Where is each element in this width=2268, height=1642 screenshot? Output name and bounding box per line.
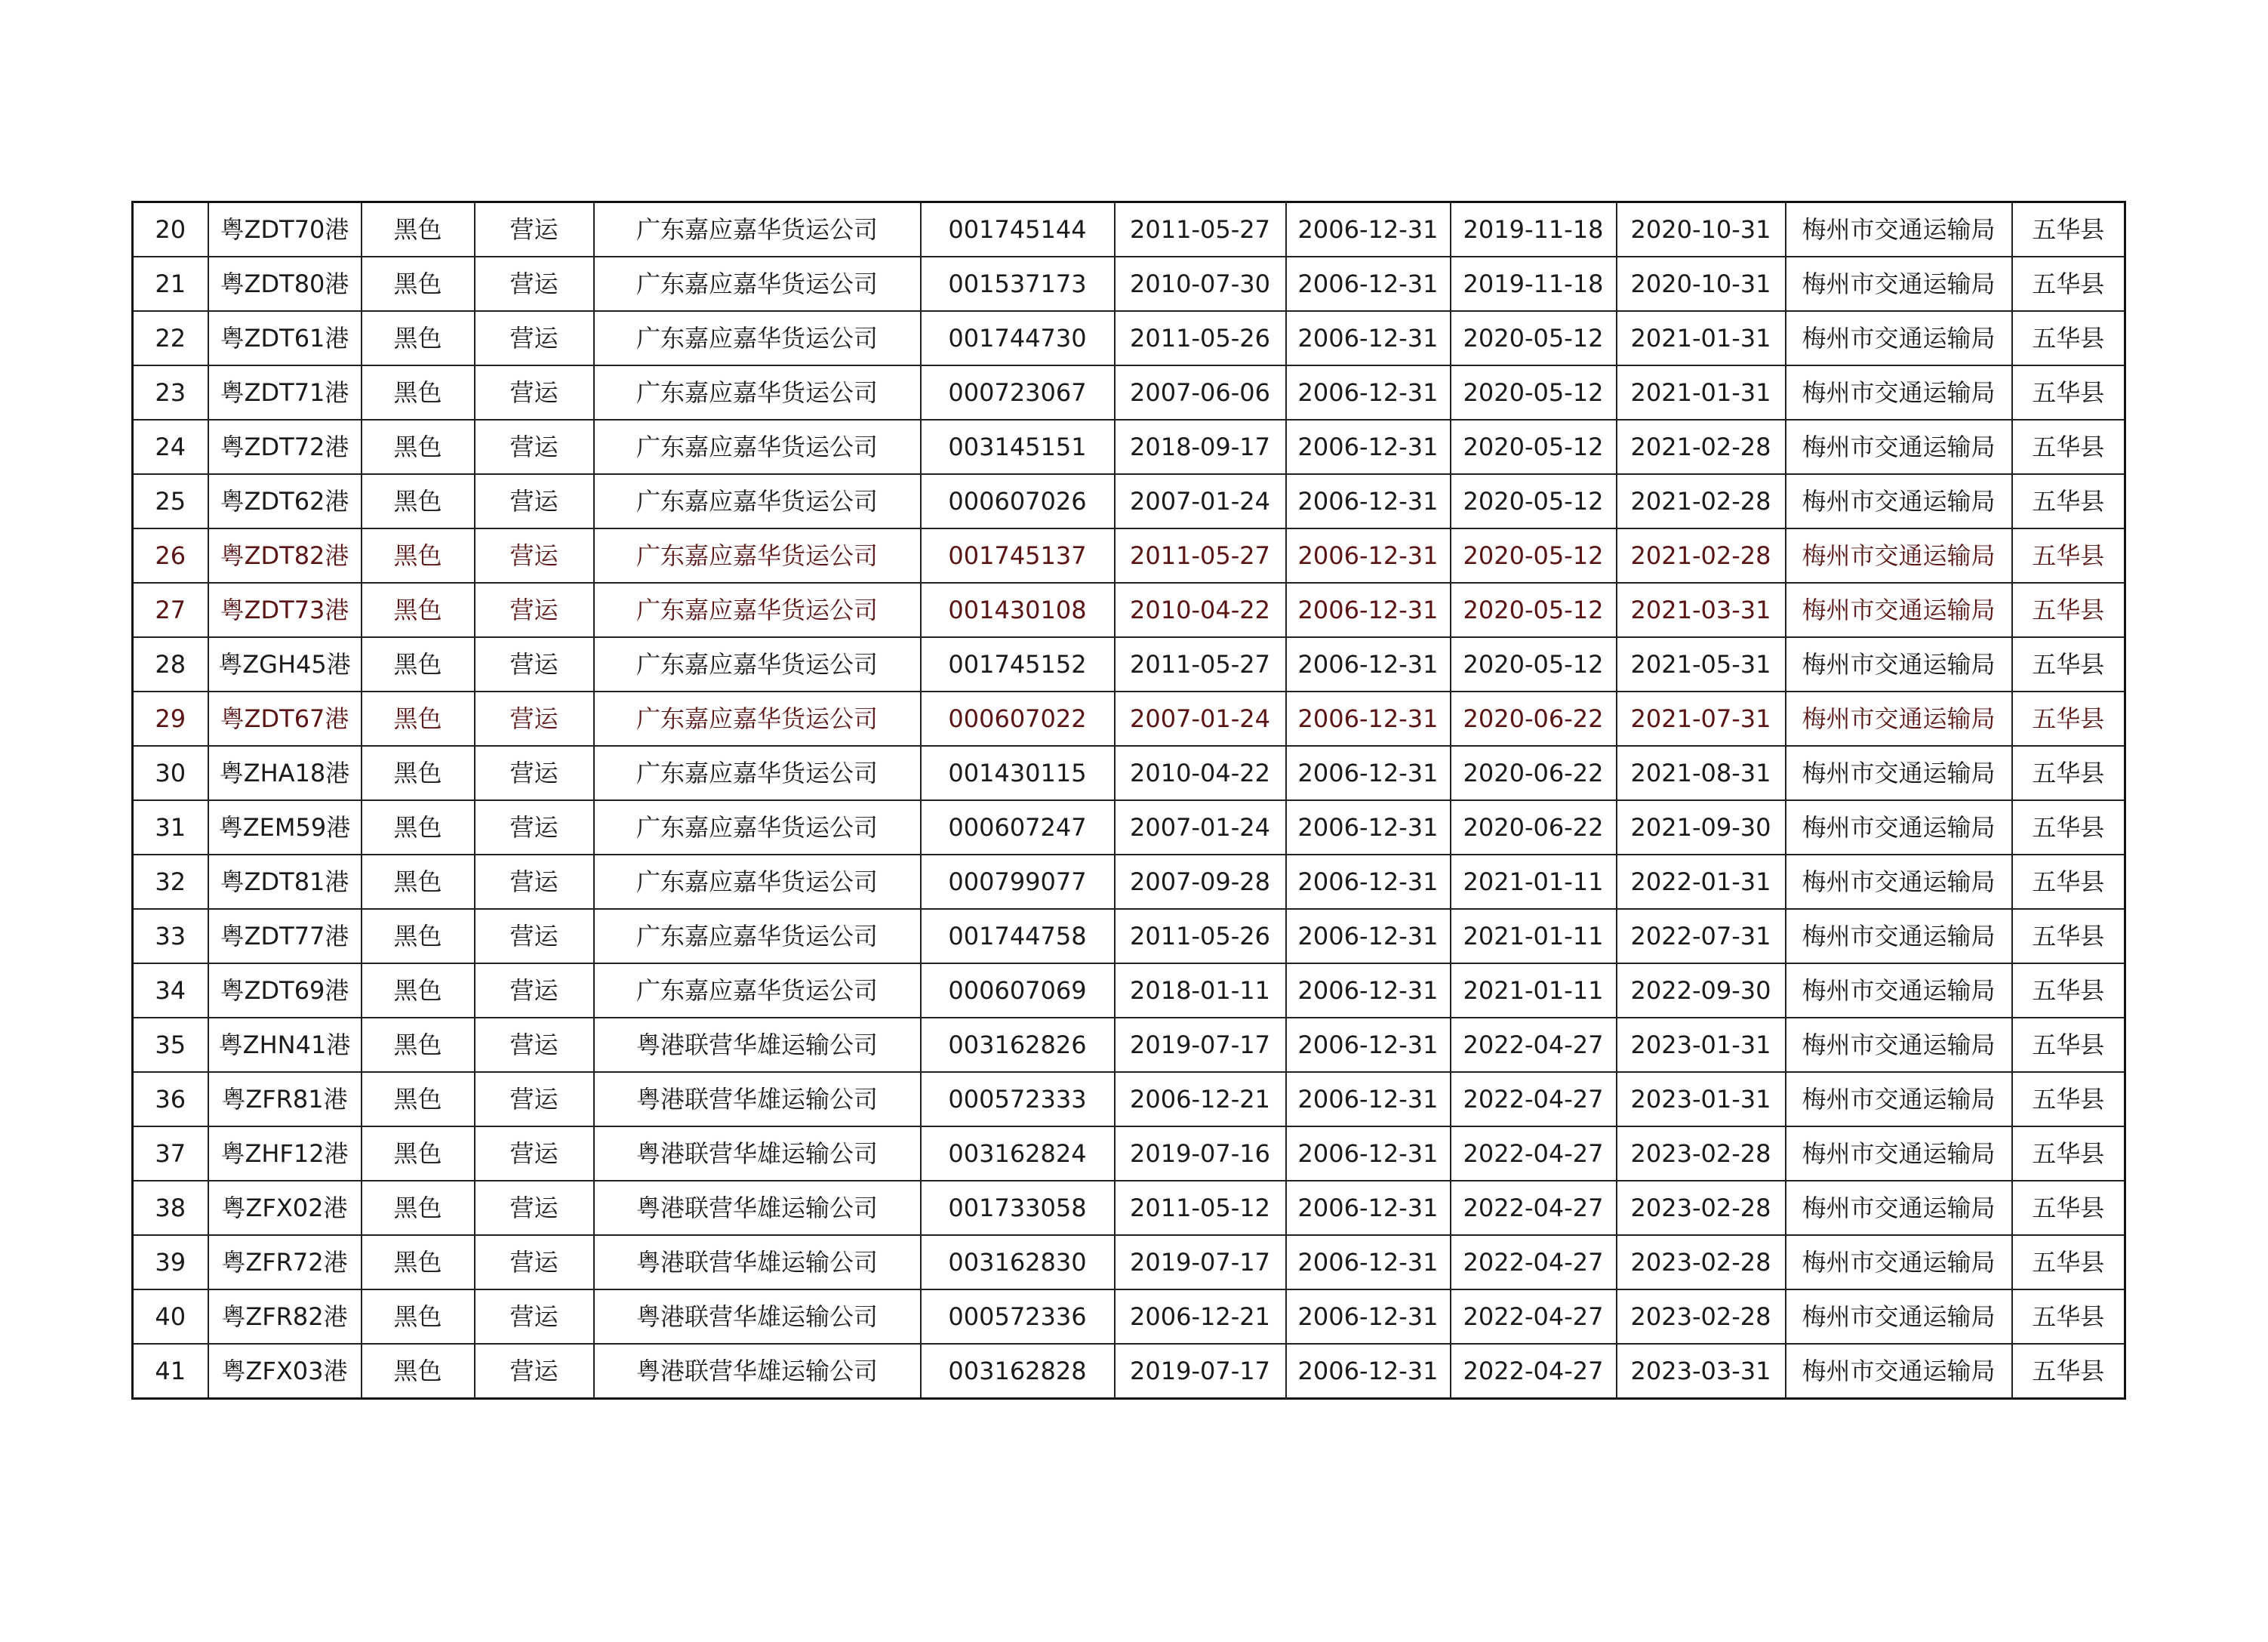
cell-issue-date: 2006-12-21 [1115,1289,1286,1344]
cell-plate-number: 粤ZFX03港 [208,1344,362,1399]
cell-valid-until: 2022-01-31 [1617,855,1786,909]
cell-certificate-number: 003145151 [921,420,1115,474]
cell-valid-until: 2023-02-28 [1617,1289,1786,1344]
cell-plate-color: 黑色 [362,365,475,420]
cell-certificate-number: 001537173 [921,257,1115,311]
cell-plate-color: 黑色 [362,1018,475,1072]
cell-issuing-authority: 梅州市交通运输局 [1786,637,2012,692]
cell-issuing-authority: 梅州市交通运输局 [1786,202,2012,257]
table-row [133,855,2125,909]
cell-issue-date: 2010-04-22 [1115,746,1286,800]
cell-plate-number: 粤ZFR82港 [208,1289,362,1344]
cell-registration-date: 2006-12-31 [1286,257,1451,311]
cell-row-number: 41 [133,1344,208,1399]
cell-county: 五华县 [2012,257,2125,311]
cell-plate-number: 粤ZFR81港 [208,1072,362,1126]
cell-row-number: 33 [133,909,208,963]
cell-valid-until: 2021-09-30 [1617,800,1786,855]
cell-issuing-authority: 梅州市交通运输局 [1786,474,2012,528]
cell-county: 五华县 [2012,365,2125,420]
cell-issue-date: 2011-05-27 [1115,528,1286,583]
cell-issue-date: 2010-07-30 [1115,257,1286,311]
cell-issuing-authority: 梅州市交通运输局 [1786,746,2012,800]
cell-county: 五华县 [2012,583,2125,637]
cell-plate-color: 黑色 [362,909,475,963]
cell-plate-color: 黑色 [362,202,475,257]
cell-issue-date: 2011-05-27 [1115,202,1286,257]
cell-valid-until: 2021-02-28 [1617,474,1786,528]
table-row [133,1018,2125,1072]
cell-company-name: 广东嘉应嘉华货运公司 [594,800,921,855]
cell-plate-number: 粤ZDT70港 [208,202,362,257]
cell-issue-date: 2019-07-17 [1115,1235,1286,1289]
table-row [133,420,2125,474]
cell-certificate-number: 000572333 [921,1072,1115,1126]
cell-company-name: 广东嘉应嘉华货运公司 [594,365,921,420]
cell-county: 五华县 [2012,474,2125,528]
cell-issuing-authority: 梅州市交通运输局 [1786,1289,2012,1344]
cell-county: 五华县 [2012,420,2125,474]
cell-issuing-authority: 梅州市交通运输局 [1786,1235,2012,1289]
cell-certificate-number: 001744730 [921,311,1115,365]
cell-usage-type: 营运 [475,1018,594,1072]
cell-valid-until: 2021-02-28 [1617,528,1786,583]
cell-company-name: 广东嘉应嘉华货运公司 [594,963,921,1018]
cell-inspection-date: 2020-05-12 [1451,528,1617,583]
cell-registration-date: 2006-12-31 [1286,474,1451,528]
cell-county: 五华县 [2012,800,2125,855]
cell-company-name: 广东嘉应嘉华货运公司 [594,311,921,365]
cell-registration-date: 2006-12-31 [1286,746,1451,800]
cell-row-number: 21 [133,257,208,311]
table-row [133,963,2125,1018]
cell-issuing-authority: 梅州市交通运输局 [1786,1126,2012,1181]
cell-certificate-number: 001745144 [921,202,1115,257]
cell-issuing-authority: 梅州市交通运输局 [1786,1018,2012,1072]
cell-inspection-date: 2020-05-12 [1451,583,1617,637]
cell-plate-color: 黑色 [362,1235,475,1289]
cell-county: 五华县 [2012,1126,2125,1181]
cell-issue-date: 2011-05-26 [1115,311,1286,365]
cell-row-number: 32 [133,855,208,909]
cell-company-name: 粤港联营华雄运输公司 [594,1344,921,1399]
cell-plate-number: 粤ZDT81港 [208,855,362,909]
cell-registration-date: 2006-12-31 [1286,637,1451,692]
cell-plate-color: 黑色 [362,746,475,800]
table-row [133,257,2125,311]
cell-usage-type: 营运 [475,474,594,528]
table-row [133,637,2125,692]
cell-certificate-number: 001745152 [921,637,1115,692]
cell-company-name: 粤港联营华雄运输公司 [594,1072,921,1126]
cell-plate-color: 黑色 [362,257,475,311]
cell-plate-color: 黑色 [362,692,475,746]
cell-county: 五华县 [2012,202,2125,257]
cell-issue-date: 2018-01-11 [1115,963,1286,1018]
cell-plate-number: 粤ZDT61港 [208,311,362,365]
cell-plate-color: 黑色 [362,311,475,365]
table-row [133,800,2125,855]
cell-certificate-number: 001430108 [921,583,1115,637]
cell-valid-until: 2020-10-31 [1617,257,1786,311]
cell-registration-date: 2006-12-31 [1286,420,1451,474]
cell-county: 五华县 [2012,963,2125,1018]
cell-issue-date: 2007-01-24 [1115,692,1286,746]
cell-valid-until: 2022-07-31 [1617,909,1786,963]
cell-certificate-number: 001430115 [921,746,1115,800]
cell-issuing-authority: 梅州市交通运输局 [1786,1072,2012,1126]
cell-county: 五华县 [2012,1018,2125,1072]
cell-issue-date: 2018-09-17 [1115,420,1286,474]
cell-company-name: 广东嘉应嘉华货运公司 [594,257,921,311]
cell-inspection-date: 2021-01-11 [1451,963,1617,1018]
cell-issuing-authority: 梅州市交通运输局 [1786,257,2012,311]
cell-valid-until: 2023-02-28 [1617,1235,1786,1289]
cell-certificate-number: 003162826 [921,1018,1115,1072]
cell-registration-date: 2006-12-31 [1286,1018,1451,1072]
cell-certificate-number: 001745137 [921,528,1115,583]
cell-company-name: 广东嘉应嘉华货运公司 [594,474,921,528]
cell-row-number: 20 [133,202,208,257]
table-row [133,909,2125,963]
cell-plate-number: 粤ZDT72港 [208,420,362,474]
cell-county: 五华县 [2012,1072,2125,1126]
cell-valid-until: 2021-08-31 [1617,746,1786,800]
cell-registration-date: 2006-12-31 [1286,202,1451,257]
cell-issue-date: 2011-05-27 [1115,637,1286,692]
cell-inspection-date: 2020-05-12 [1451,365,1617,420]
cell-row-number: 27 [133,583,208,637]
table-row [133,746,2125,800]
cell-inspection-date: 2022-04-27 [1451,1344,1617,1399]
cell-certificate-number: 000607026 [921,474,1115,528]
cell-usage-type: 营运 [475,963,594,1018]
cell-registration-date: 2006-12-31 [1286,1289,1451,1344]
cell-company-name: 广东嘉应嘉华货运公司 [594,746,921,800]
cell-issuing-authority: 梅州市交通运输局 [1786,583,2012,637]
cell-plate-number: 粤ZEM59港 [208,800,362,855]
cell-company-name: 广东嘉应嘉华货运公司 [594,637,921,692]
cell-inspection-date: 2022-04-27 [1451,1072,1617,1126]
cell-usage-type: 营运 [475,257,594,311]
cell-registration-date: 2006-12-31 [1286,1344,1451,1399]
cell-usage-type: 营运 [475,855,594,909]
vehicle-registry-table [131,201,2126,1400]
cell-plate-color: 黑色 [362,963,475,1018]
cell-county: 五华县 [2012,692,2125,746]
cell-county: 五华县 [2012,311,2125,365]
cell-valid-until: 2021-05-31 [1617,637,1786,692]
cell-certificate-number: 003162824 [921,1126,1115,1181]
cell-plate-color: 黑色 [362,800,475,855]
cell-valid-until: 2023-03-31 [1617,1344,1786,1399]
cell-inspection-date: 2020-06-22 [1451,692,1617,746]
cell-plate-number: 粤ZDT67港 [208,692,362,746]
cell-registration-date: 2006-12-31 [1286,1181,1451,1235]
cell-certificate-number: 003162828 [921,1344,1115,1399]
cell-registration-date: 2006-12-31 [1286,692,1451,746]
cell-issuing-authority: 梅州市交通运输局 [1786,311,2012,365]
cell-plate-number: 粤ZFX02港 [208,1181,362,1235]
cell-inspection-date: 2020-06-22 [1451,800,1617,855]
cell-company-name: 广东嘉应嘉华货运公司 [594,692,921,746]
cell-issue-date: 2019-07-17 [1115,1344,1286,1399]
cell-usage-type: 营运 [475,202,594,257]
cell-plate-number: 粤ZDT80港 [208,257,362,311]
cell-usage-type: 营运 [475,909,594,963]
cell-issue-date: 2006-12-21 [1115,1072,1286,1126]
cell-plate-color: 黑色 [362,1289,475,1344]
cell-registration-date: 2006-12-31 [1286,855,1451,909]
cell-inspection-date: 2019-11-18 [1451,202,1617,257]
cell-row-number: 30 [133,746,208,800]
cell-usage-type: 营运 [475,692,594,746]
cell-plate-color: 黑色 [362,583,475,637]
cell-registration-date: 2006-12-31 [1286,528,1451,583]
cell-issuing-authority: 梅州市交通运输局 [1786,963,2012,1018]
cell-county: 五华县 [2012,637,2125,692]
cell-row-number: 29 [133,692,208,746]
cell-row-number: 24 [133,420,208,474]
cell-plate-number: 粤ZGH45港 [208,637,362,692]
cell-issuing-authority: 梅州市交通运输局 [1786,800,2012,855]
cell-usage-type: 营运 [475,583,594,637]
cell-certificate-number: 000723067 [921,365,1115,420]
cell-valid-until: 2021-01-31 [1617,365,1786,420]
cell-certificate-number: 000799077 [921,855,1115,909]
cell-usage-type: 营运 [475,528,594,583]
cell-usage-type: 营运 [475,365,594,420]
cell-usage-type: 营运 [475,1181,594,1235]
cell-company-name: 广东嘉应嘉华货运公司 [594,855,921,909]
cell-inspection-date: 2019-11-18 [1451,257,1617,311]
cell-plate-color: 黑色 [362,1344,475,1399]
cell-issue-date: 2019-07-17 [1115,1018,1286,1072]
cell-valid-until: 2021-02-28 [1617,420,1786,474]
table-row [133,311,2125,365]
cell-inspection-date: 2020-05-12 [1451,420,1617,474]
cell-certificate-number: 001733058 [921,1181,1115,1235]
cell-row-number: 36 [133,1072,208,1126]
cell-registration-date: 2006-12-31 [1286,1126,1451,1181]
cell-certificate-number: 000607022 [921,692,1115,746]
cell-issuing-authority: 梅州市交通运输局 [1786,1181,2012,1235]
cell-certificate-number: 003162830 [921,1235,1115,1289]
cell-usage-type: 营运 [475,800,594,855]
cell-usage-type: 营运 [475,1126,594,1181]
cell-inspection-date: 2020-05-12 [1451,637,1617,692]
cell-valid-until: 2021-07-31 [1617,692,1786,746]
cell-plate-color: 黑色 [362,474,475,528]
cell-inspection-date: 2020-05-12 [1451,311,1617,365]
cell-certificate-number: 001744758 [921,909,1115,963]
cell-county: 五华县 [2012,1344,2125,1399]
cell-plate-color: 黑色 [362,420,475,474]
cell-valid-until: 2022-09-30 [1617,963,1786,1018]
cell-inspection-date: 2022-04-27 [1451,1235,1617,1289]
cell-row-number: 23 [133,365,208,420]
table-body [133,202,2125,1399]
cell-row-number: 34 [133,963,208,1018]
cell-company-name: 粤港联营华雄运输公司 [594,1126,921,1181]
cell-inspection-date: 2021-01-11 [1451,909,1617,963]
cell-valid-until: 2023-01-31 [1617,1072,1786,1126]
table-row [133,1289,2125,1344]
cell-company-name: 广东嘉应嘉华货运公司 [594,583,921,637]
cell-plate-number: 粤ZDT82港 [208,528,362,583]
table-row [133,1126,2125,1181]
cell-usage-type: 营运 [475,637,594,692]
cell-certificate-number: 000607069 [921,963,1115,1018]
cell-company-name: 广东嘉应嘉华货运公司 [594,909,921,963]
cell-plate-number: 粤ZDT77港 [208,909,362,963]
cell-usage-type: 营运 [475,746,594,800]
cell-plate-number: 粤ZFR72港 [208,1235,362,1289]
cell-company-name: 粤港联营华雄运输公司 [594,1018,921,1072]
cell-usage-type: 营运 [475,311,594,365]
cell-registration-date: 2006-12-31 [1286,583,1451,637]
cell-issuing-authority: 梅州市交通运输局 [1786,528,2012,583]
cell-plate-color: 黑色 [362,528,475,583]
table-row [133,1344,2125,1399]
cell-plate-number: 粤ZHA18港 [208,746,362,800]
cell-company-name: 粤港联营华雄运输公司 [594,1289,921,1344]
cell-issuing-authority: 梅州市交通运输局 [1786,1344,2012,1399]
cell-plate-color: 黑色 [362,1072,475,1126]
cell-issue-date: 2011-05-12 [1115,1181,1286,1235]
cell-issue-date: 2019-07-16 [1115,1126,1286,1181]
cell-usage-type: 营运 [475,1072,594,1126]
cell-valid-until: 2020-10-31 [1617,202,1786,257]
cell-issue-date: 2011-05-26 [1115,909,1286,963]
cell-plate-number: 粤ZHN41港 [208,1018,362,1072]
cell-inspection-date: 2022-04-27 [1451,1126,1617,1181]
table-row [133,474,2125,528]
cell-issuing-authority: 梅州市交通运输局 [1786,365,2012,420]
cell-row-number: 26 [133,528,208,583]
table-row [133,1072,2125,1126]
cell-county: 五华县 [2012,1181,2125,1235]
cell-row-number: 40 [133,1289,208,1344]
cell-valid-until: 2023-01-31 [1617,1018,1786,1072]
cell-company-name: 粤港联营华雄运输公司 [594,1181,921,1235]
cell-county: 五华县 [2012,1289,2125,1344]
cell-valid-until: 2023-02-28 [1617,1126,1786,1181]
cell-issuing-authority: 梅州市交通运输局 [1786,420,2012,474]
cell-usage-type: 营运 [475,1289,594,1344]
cell-certificate-number: 000607247 [921,800,1115,855]
cell-registration-date: 2006-12-31 [1286,1235,1451,1289]
cell-county: 五华县 [2012,1235,2125,1289]
cell-county: 五华县 [2012,746,2125,800]
cell-issue-date: 2007-09-28 [1115,855,1286,909]
table-row [133,202,2125,257]
table-row [133,365,2125,420]
cell-company-name: 广东嘉应嘉华货运公司 [594,202,921,257]
cell-valid-until: 2023-02-28 [1617,1181,1786,1235]
table-row [133,692,2125,746]
cell-row-number: 28 [133,637,208,692]
cell-plate-number: 粤ZDT73港 [208,583,362,637]
cell-usage-type: 营运 [475,1235,594,1289]
cell-registration-date: 2006-12-31 [1286,311,1451,365]
cell-registration-date: 2006-12-31 [1286,963,1451,1018]
cell-plate-color: 黑色 [362,637,475,692]
cell-row-number: 37 [133,1126,208,1181]
cell-issuing-authority: 梅州市交通运输局 [1786,909,2012,963]
cell-inspection-date: 2021-01-11 [1451,855,1617,909]
cell-registration-date: 2006-12-31 [1286,1072,1451,1126]
cell-company-name: 广东嘉应嘉华货运公司 [594,528,921,583]
cell-issue-date: 2010-04-22 [1115,583,1286,637]
cell-plate-number: 粤ZDT62港 [208,474,362,528]
cell-registration-date: 2006-12-31 [1286,909,1451,963]
table-row [133,1235,2125,1289]
cell-county: 五华县 [2012,909,2125,963]
cell-row-number: 25 [133,474,208,528]
cell-valid-until: 2021-03-31 [1617,583,1786,637]
cell-certificate-number: 000572336 [921,1289,1115,1344]
cell-plate-number: 粤ZDT69港 [208,963,362,1018]
cell-inspection-date: 2022-04-27 [1451,1018,1617,1072]
cell-county: 五华县 [2012,528,2125,583]
cell-inspection-date: 2020-06-22 [1451,746,1617,800]
cell-plate-number: 粤ZDT71港 [208,365,362,420]
cell-issuing-authority: 梅州市交通运输局 [1786,692,2012,746]
cell-inspection-date: 2020-05-12 [1451,474,1617,528]
cell-plate-color: 黑色 [362,1181,475,1235]
cell-company-name: 粤港联营华雄运输公司 [594,1235,921,1289]
cell-county: 五华县 [2012,855,2125,909]
cell-plate-number: 粤ZHF12港 [208,1126,362,1181]
cell-row-number: 35 [133,1018,208,1072]
table-row [133,583,2125,637]
table-row [133,1181,2125,1235]
cell-usage-type: 营运 [475,1344,594,1399]
cell-issue-date: 2007-01-24 [1115,474,1286,528]
table-row [133,528,2125,583]
cell-company-name: 广东嘉应嘉华货运公司 [594,420,921,474]
cell-valid-until: 2021-01-31 [1617,311,1786,365]
cell-row-number: 39 [133,1235,208,1289]
cell-usage-type: 营运 [475,420,594,474]
cell-issuing-authority: 梅州市交通运输局 [1786,855,2012,909]
cell-inspection-date: 2022-04-27 [1451,1289,1617,1344]
cell-registration-date: 2006-12-31 [1286,800,1451,855]
cell-registration-date: 2006-12-31 [1286,365,1451,420]
cell-plate-color: 黑色 [362,855,475,909]
cell-row-number: 38 [133,1181,208,1235]
cell-row-number: 22 [133,311,208,365]
cell-plate-color: 黑色 [362,1126,475,1181]
cell-row-number: 31 [133,800,208,855]
cell-issue-date: 2007-01-24 [1115,800,1286,855]
cell-inspection-date: 2022-04-27 [1451,1181,1617,1235]
cell-issue-date: 2007-06-06 [1115,365,1286,420]
